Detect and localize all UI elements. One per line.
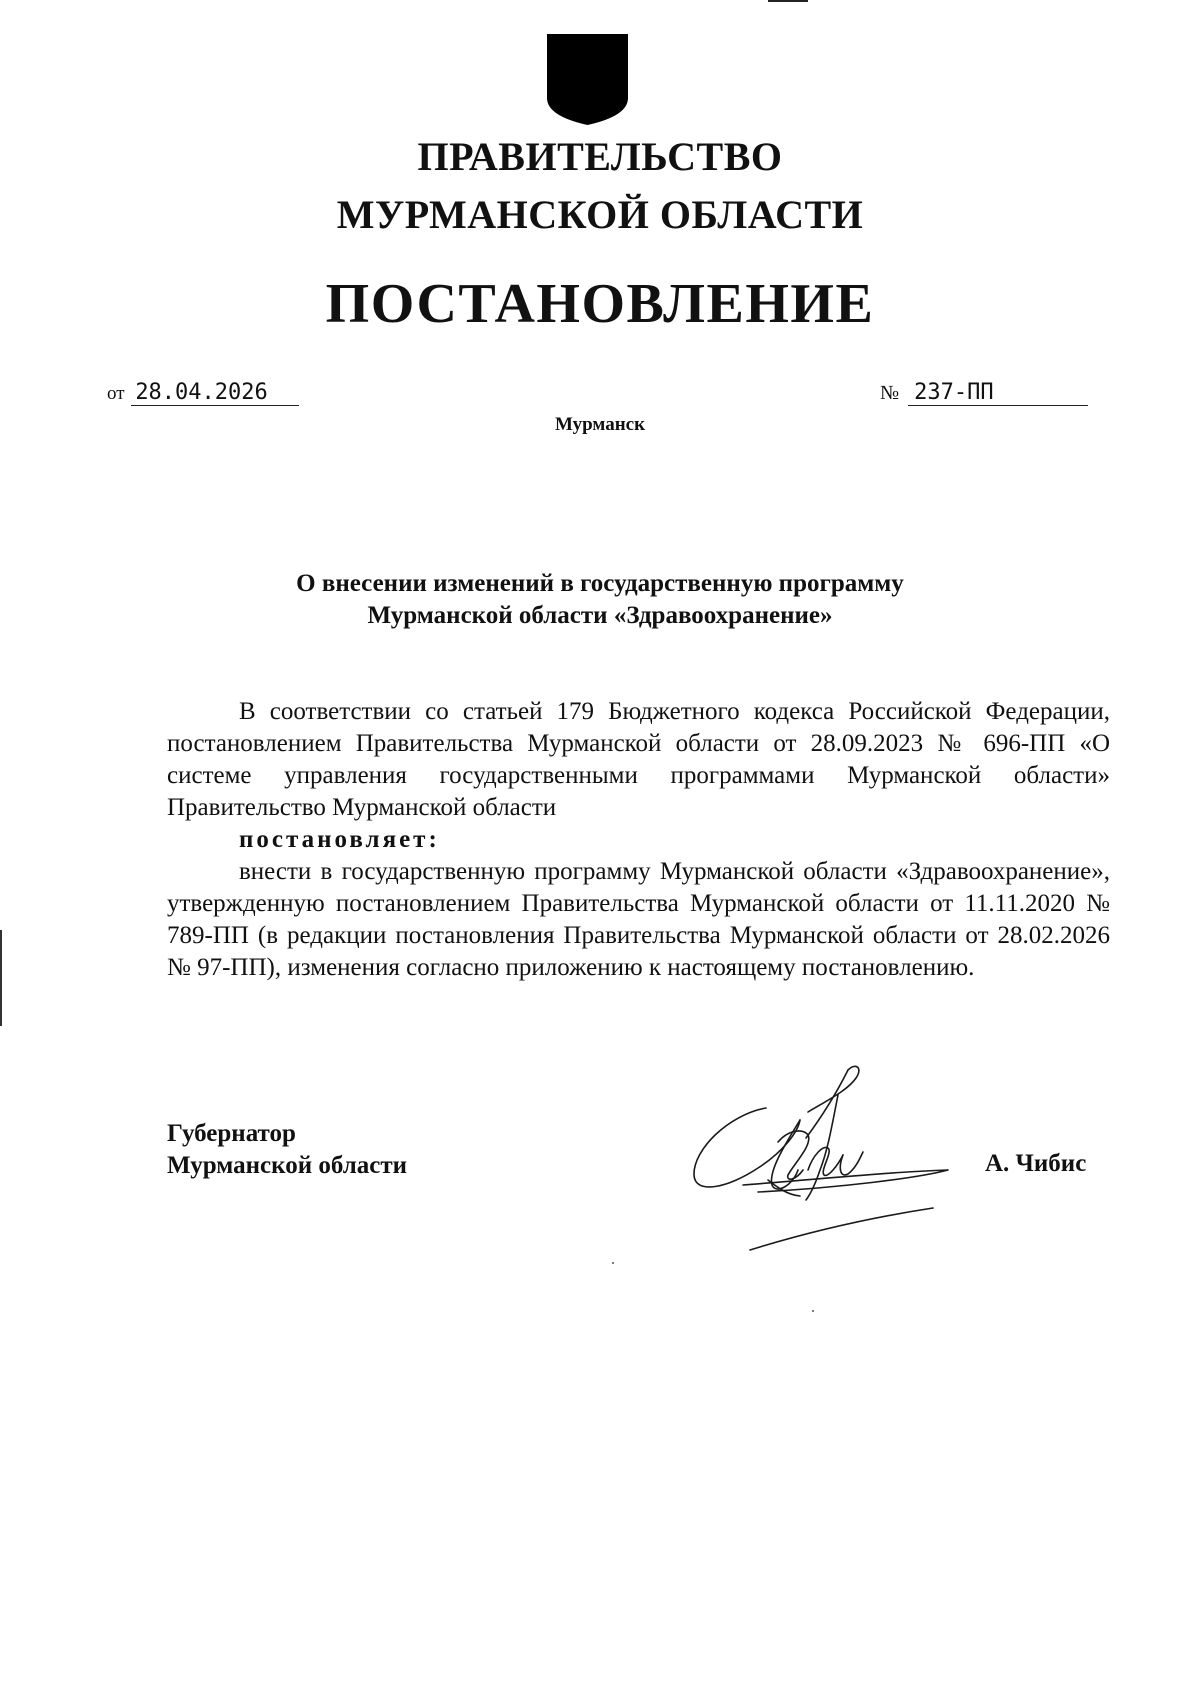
date-prefix: от xyxy=(107,383,125,404)
organization-title xyxy=(0,128,1200,244)
decree-line xyxy=(167,824,1110,856)
signer-title xyxy=(167,1118,407,1182)
number-prefix: № xyxy=(880,382,900,404)
coat-of-arms-icon xyxy=(545,32,630,127)
body-paragraph-decision: внести в государственную программу Мурманской области «Здравоохранение», утвержденную постановлением Правительства Мурманской области от 11.11.2020 № 789-ПП (в редакции постановления Правительства Мурманской области от 28.02.2026 № 97-ПП), изменения согласно приложению к настоящему постановлению. xyxy=(167,858,1110,981)
document-type: ПОСТАНОВЛЕНИЕ xyxy=(325,273,875,335)
subject-line2: Мурманской области «Здравоохранение» xyxy=(367,602,833,629)
scan-edge-line xyxy=(768,0,808,2)
scan-speck xyxy=(612,1262,614,1264)
organization-title-line1: ПРАВИТЕЛЬСТВО xyxy=(417,134,783,179)
scan-speck xyxy=(812,1310,814,1312)
decree-word: постановляет xyxy=(239,826,429,853)
document-number xyxy=(880,380,1088,406)
decree-colon: : xyxy=(428,826,440,853)
subject-line1: О внесении изменений в государственную программу xyxy=(296,570,904,597)
document-date xyxy=(107,380,299,406)
signer-title-line2: Мурманской области xyxy=(167,1152,408,1179)
number-value: 237-ПП xyxy=(908,380,1088,406)
handwritten-signature xyxy=(688,1060,978,1280)
organization-title-line2: МУРМАНСКОЙ ОБЛАСТИ xyxy=(336,192,864,237)
document-body xyxy=(167,696,1110,984)
document-subject xyxy=(240,568,960,632)
body-paragraph-preamble: В соответствии со статьей 179 Бюджетного кодекса Российской Федерации, постановлением Правительства Мурманской области от 28.09.2023 № 696-ПП «О системе управления государственными программами Мурманской области» Правительство Мурманской области xyxy=(167,698,1110,821)
date-value: 28.04.2026 xyxy=(131,380,299,406)
scan-margin-mark xyxy=(0,930,2,1026)
document-city: Мурманск xyxy=(554,414,646,435)
signer-name: А. Чибис xyxy=(985,1150,1087,1177)
signer-title-line1: Губернатор xyxy=(167,1120,296,1147)
